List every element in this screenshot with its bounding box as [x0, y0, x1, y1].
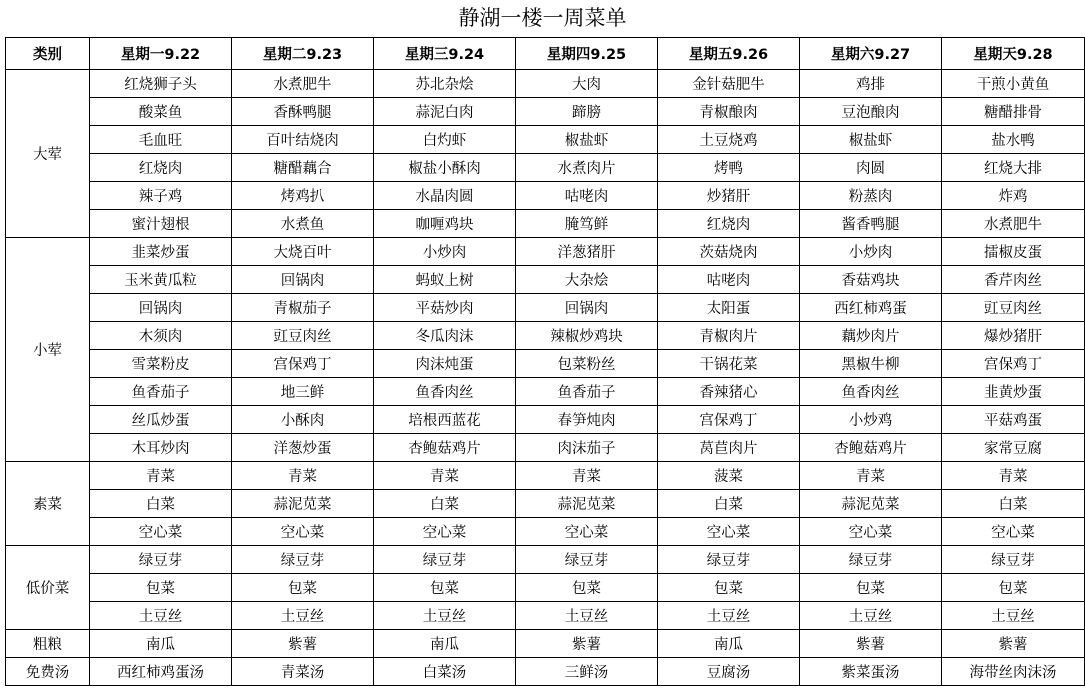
dish-cell: 空心菜 — [800, 518, 942, 546]
dish-cell: 空心菜 — [374, 518, 516, 546]
category-header: 类别 — [6, 38, 90, 70]
dish-cell: 蚂蚁上树 — [374, 266, 516, 294]
dish-cell: 粉蒸肉 — [800, 182, 942, 210]
table-row — [6, 350, 1085, 378]
dish-cell: 紫薯 — [232, 630, 374, 658]
table-row — [6, 518, 1085, 546]
dish-cell: 糖醋藕合 — [232, 154, 374, 182]
day-header: 星期一9.22 — [90, 38, 232, 70]
dish-cell: 椒盐小酥肉 — [374, 154, 516, 182]
dish-cell: 小炒鸡 — [800, 406, 942, 434]
dish-cell: 毛血旺 — [90, 126, 232, 154]
dish-cell: 绿豆芽 — [942, 546, 1085, 574]
dish-cell: 青椒酿肉 — [658, 98, 800, 126]
dish-cell: 青菜 — [374, 462, 516, 490]
dish-cell: 蒜泥苋菜 — [232, 490, 374, 518]
dish-cell: 青椒茄子 — [232, 294, 374, 322]
dish-cell: 包菜 — [658, 574, 800, 602]
dish-cell: 大肉 — [516, 70, 658, 98]
dish-cell: 鱼香茄子 — [516, 378, 658, 406]
dish-cell: 紫薯 — [800, 630, 942, 658]
dish-cell: 蹄膀 — [516, 98, 658, 126]
dish-cell: 土豆丝 — [516, 602, 658, 630]
dish-cell: 水煮鱼 — [232, 210, 374, 238]
table-row — [6, 70, 1085, 98]
dish-cell: 小酥肉 — [232, 406, 374, 434]
dish-cell: 绿豆芽 — [516, 546, 658, 574]
dish-cell: 香辣猪心 — [658, 378, 800, 406]
dish-cell: 韭菜炒蛋 — [90, 238, 232, 266]
dish-cell: 苏北杂烩 — [374, 70, 516, 98]
dish-cell: 青菜 — [90, 462, 232, 490]
dish-cell: 小炒肉 — [800, 238, 942, 266]
dish-cell: 平菇鸡蛋 — [942, 406, 1085, 434]
dish-cell: 白灼虾 — [374, 126, 516, 154]
category-cell: 大荤 — [6, 70, 90, 238]
dish-cell: 青椒肉片 — [658, 322, 800, 350]
menu-body — [6, 70, 1085, 686]
dish-cell: 绿豆芽 — [800, 546, 942, 574]
dish-cell: 水煮肉片 — [516, 154, 658, 182]
table-row — [6, 462, 1085, 490]
table-row — [6, 574, 1085, 602]
table-row — [6, 378, 1085, 406]
dish-cell: 炸鸡 — [942, 182, 1085, 210]
dish-cell: 紫薯 — [516, 630, 658, 658]
dish-cell: 酱香鸭腿 — [800, 210, 942, 238]
dish-cell: 包菜粉丝 — [516, 350, 658, 378]
dish-cell: 宫保鸡丁 — [942, 350, 1085, 378]
dish-cell: 空心菜 — [90, 518, 232, 546]
dish-cell: 青菜 — [800, 462, 942, 490]
dish-cell: 青菜汤 — [232, 658, 374, 686]
menu-table — [5, 37, 1085, 686]
dish-cell: 回锅肉 — [232, 266, 374, 294]
dish-cell: 干煎小黄鱼 — [942, 70, 1085, 98]
dish-cell: 鱼香肉丝 — [374, 378, 516, 406]
table-row — [6, 182, 1085, 210]
dish-cell: 青菜 — [232, 462, 374, 490]
dish-cell: 大杂烩 — [516, 266, 658, 294]
day-header: 星期天9.28 — [942, 38, 1085, 70]
dish-cell: 白菜 — [374, 490, 516, 518]
dish-cell: 西红柿鸡蛋 — [800, 294, 942, 322]
dish-cell: 杏鲍菇鸡片 — [374, 434, 516, 462]
dish-cell: 咖喱鸡块 — [374, 210, 516, 238]
dish-cell: 蒜泥苋菜 — [800, 490, 942, 518]
dish-cell: 宫保鸡丁 — [658, 406, 800, 434]
header-row — [6, 38, 1085, 70]
dish-cell: 茨菇烧肉 — [658, 238, 800, 266]
category-cell: 粗粮 — [6, 630, 90, 658]
dish-cell: 大烧百叶 — [232, 238, 374, 266]
dish-cell: 小炒肉 — [374, 238, 516, 266]
dish-cell: 鱼香茄子 — [90, 378, 232, 406]
dish-cell: 土豆丝 — [942, 602, 1085, 630]
dish-cell: 培根西蓝花 — [374, 406, 516, 434]
dish-cell: 杏鲍菇鸡片 — [800, 434, 942, 462]
dish-cell: 菠菜 — [658, 462, 800, 490]
table-row — [6, 126, 1085, 154]
dish-cell: 包菜 — [90, 574, 232, 602]
table-row — [6, 406, 1085, 434]
dish-cell: 木须肉 — [90, 322, 232, 350]
dish-cell: 藕炒肉片 — [800, 322, 942, 350]
dish-cell: 酸菜鱼 — [90, 98, 232, 126]
table-row — [6, 630, 1085, 658]
dish-cell: 包菜 — [516, 574, 658, 602]
dish-cell: 土豆丝 — [800, 602, 942, 630]
dish-cell: 豇豆肉丝 — [232, 322, 374, 350]
dish-cell: 南瓜 — [658, 630, 800, 658]
category-cell: 小荤 — [6, 238, 90, 462]
dish-cell: 干锅花菜 — [658, 350, 800, 378]
table-row — [6, 434, 1085, 462]
dish-cell: 青菜 — [516, 462, 658, 490]
dish-cell: 肉圆 — [800, 154, 942, 182]
dish-cell: 金针菇肥牛 — [658, 70, 800, 98]
dish-cell: 回锅肉 — [516, 294, 658, 322]
dish-cell: 烤鸡扒 — [232, 182, 374, 210]
dish-cell: 韭黄炒蛋 — [942, 378, 1085, 406]
dish-cell: 辣椒炒鸡块 — [516, 322, 658, 350]
dish-cell: 地三鲜 — [232, 378, 374, 406]
table-row — [6, 322, 1085, 350]
day-header: 星期三9.24 — [374, 38, 516, 70]
dish-cell: 绿豆芽 — [232, 546, 374, 574]
dish-cell: 包菜 — [800, 574, 942, 602]
dish-cell: 空心菜 — [516, 518, 658, 546]
dish-cell: 空心菜 — [942, 518, 1085, 546]
dish-cell: 洋葱炒蛋 — [232, 434, 374, 462]
dish-cell: 宫保鸡丁 — [232, 350, 374, 378]
dish-cell: 肉沫炖蛋 — [374, 350, 516, 378]
dish-cell: 丝瓜炒蛋 — [90, 406, 232, 434]
dish-cell: 红烧肉 — [90, 154, 232, 182]
dish-cell: 水煮肥牛 — [942, 210, 1085, 238]
table-row — [6, 294, 1085, 322]
dish-cell: 青菜 — [942, 462, 1085, 490]
dish-cell: 玉米黄瓜粒 — [90, 266, 232, 294]
table-row — [6, 98, 1085, 126]
dish-cell: 爆炒猪肝 — [942, 322, 1085, 350]
dish-cell: 空心菜 — [232, 518, 374, 546]
dish-cell: 蜜汁翅根 — [90, 210, 232, 238]
dish-cell: 家常豆腐 — [942, 434, 1085, 462]
dish-cell: 豇豆肉丝 — [942, 294, 1085, 322]
dish-cell: 白菜 — [90, 490, 232, 518]
dish-cell: 土豆丝 — [374, 602, 516, 630]
dish-cell: 蒜泥白肉 — [374, 98, 516, 126]
dish-cell: 空心菜 — [658, 518, 800, 546]
dish-cell: 百叶结烧肉 — [232, 126, 374, 154]
table-row — [6, 210, 1085, 238]
dish-cell: 豆腐汤 — [658, 658, 800, 686]
dish-cell: 蒜泥苋菜 — [516, 490, 658, 518]
dish-cell: 腌笃鲜 — [516, 210, 658, 238]
category-cell: 素菜 — [6, 462, 90, 546]
day-header: 星期四9.25 — [516, 38, 658, 70]
dish-cell: 莴苣肉片 — [658, 434, 800, 462]
dish-cell: 水晶肉圆 — [374, 182, 516, 210]
dish-cell: 包菜 — [942, 574, 1085, 602]
dish-cell: 雪菜粉皮 — [90, 350, 232, 378]
dish-cell: 香酥鸭腿 — [232, 98, 374, 126]
table-row — [6, 602, 1085, 630]
dish-cell: 包菜 — [232, 574, 374, 602]
dish-cell: 香芹肉丝 — [942, 266, 1085, 294]
dish-cell: 红烧大排 — [942, 154, 1085, 182]
dish-cell: 绿豆芽 — [90, 546, 232, 574]
dish-cell: 土豆丝 — [90, 602, 232, 630]
dish-cell: 土豆丝 — [232, 602, 374, 630]
dish-cell: 白菜 — [658, 490, 800, 518]
dish-cell: 红烧肉 — [658, 210, 800, 238]
dish-cell: 红烧狮子头 — [90, 70, 232, 98]
dish-cell: 南瓜 — [90, 630, 232, 658]
dish-cell: 西红柿鸡蛋汤 — [90, 658, 232, 686]
dish-cell: 香菇鸡块 — [800, 266, 942, 294]
dish-cell: 咕咾肉 — [516, 182, 658, 210]
page-title: 静湖一楼一周菜单 — [458, 6, 627, 30]
dish-cell: 包菜 — [374, 574, 516, 602]
dish-cell: 白菜汤 — [374, 658, 516, 686]
table-row — [6, 658, 1085, 686]
day-header: 星期二9.23 — [232, 38, 374, 70]
table-row — [6, 490, 1085, 518]
dish-cell: 白菜 — [942, 490, 1085, 518]
table-row — [6, 266, 1085, 294]
dish-cell: 盐水鸭 — [942, 126, 1085, 154]
dish-cell: 咕咾肉 — [658, 266, 800, 294]
day-header: 星期六9.27 — [800, 38, 942, 70]
dish-cell: 擂椒皮蛋 — [942, 238, 1085, 266]
dish-cell: 三鲜汤 — [516, 658, 658, 686]
dish-cell: 烤鸭 — [658, 154, 800, 182]
dish-cell: 紫菜蛋汤 — [800, 658, 942, 686]
dish-cell: 鱼香肉丝 — [800, 378, 942, 406]
dish-cell: 土豆丝 — [658, 602, 800, 630]
dish-cell: 肉沫茄子 — [516, 434, 658, 462]
dish-cell: 辣子鸡 — [90, 182, 232, 210]
dish-cell: 绿豆芽 — [658, 546, 800, 574]
dish-cell: 椒盐虾 — [516, 126, 658, 154]
dish-cell: 太阳蛋 — [658, 294, 800, 322]
dish-cell: 洋葱猪肝 — [516, 238, 658, 266]
dish-cell: 木耳炒肉 — [90, 434, 232, 462]
table-row — [6, 546, 1085, 574]
table-row — [6, 238, 1085, 266]
dish-cell: 海带丝肉沫汤 — [942, 658, 1085, 686]
table-row — [6, 154, 1085, 182]
dish-cell: 椒盐虾 — [800, 126, 942, 154]
category-cell: 低价菜 — [6, 546, 90, 630]
dish-cell: 春笋炖肉 — [516, 406, 658, 434]
dish-cell: 炒猪肝 — [658, 182, 800, 210]
dish-cell: 紫薯 — [942, 630, 1085, 658]
dish-cell: 平菇炒肉 — [374, 294, 516, 322]
dish-cell: 水煮肥牛 — [232, 70, 374, 98]
dish-cell: 南瓜 — [374, 630, 516, 658]
dish-cell: 糖醋排骨 — [942, 98, 1085, 126]
dish-cell: 鸡排 — [800, 70, 942, 98]
category-cell: 免费汤 — [6, 658, 90, 686]
dish-cell: 绿豆芽 — [374, 546, 516, 574]
dish-cell: 黑椒牛柳 — [800, 350, 942, 378]
dish-cell: 冬瓜肉沫 — [374, 322, 516, 350]
dish-cell: 回锅肉 — [90, 294, 232, 322]
day-header: 星期五9.26 — [658, 38, 800, 70]
dish-cell: 土豆烧鸡 — [658, 126, 800, 154]
dish-cell: 豆泡酿肉 — [800, 98, 942, 126]
